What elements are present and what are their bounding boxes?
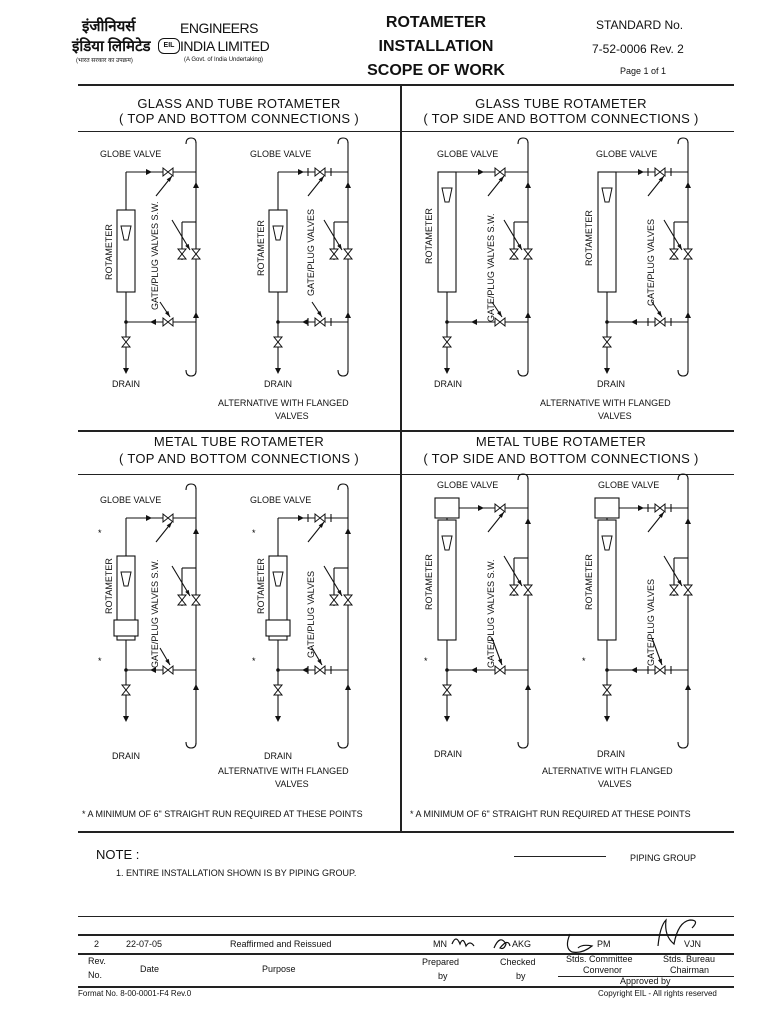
drain-label: DRAIN xyxy=(264,379,293,389)
gate-plug-valves-label: GATE/PLUG VALVES xyxy=(646,218,656,306)
copyright: Copyright EIL - All rights reserved xyxy=(598,989,717,998)
globe-valve-label: GLOBE VALVE xyxy=(437,480,499,490)
gate-plug-valves-label: GATE/PLUG VALVES S.W. xyxy=(486,213,496,322)
hdr-chairman-2: Chairman xyxy=(670,965,710,975)
hdr-purpose: Purpose xyxy=(262,964,296,974)
rotameter-label: ROTAMETER xyxy=(424,554,434,610)
straight-run-marker: * xyxy=(252,656,256,666)
section-tr-subtitle: ( TOP SIDE AND BOTTOM CONNECTIONS ) xyxy=(423,111,699,126)
alt-flanged-label-2: VALVES xyxy=(598,411,632,421)
logo-english-sub: (A Govt. of India Undertaking) xyxy=(184,57,264,63)
straight-run-note: * A MINIMUM OF 6" STRAIGHT RUN REQUIRED AT THESE POINTS xyxy=(410,809,691,819)
globe-valve-label: GLOBE VALVE xyxy=(437,149,499,159)
hdr-checked: Checked xyxy=(500,957,536,967)
globe-valve-label: GLOBE VALVE xyxy=(250,149,312,159)
rev-convenor: PM xyxy=(597,939,611,949)
rev-purpose: Reaffirmed and Reissued xyxy=(230,939,332,949)
logo-english-line1: ENGINEERS xyxy=(180,20,258,36)
signature-chairman xyxy=(658,920,696,946)
section-tr-title: GLASS TUBE ROTAMETER xyxy=(475,96,647,111)
gate-plug-valves-label: GATE/PLUG VALVES xyxy=(306,570,316,658)
alt-flanged-label-2: VALVES xyxy=(275,779,309,789)
rotameter-label: ROTAMETER xyxy=(104,558,114,614)
straight-run-marker: * xyxy=(582,656,586,666)
rev-number: 2 xyxy=(94,939,100,949)
section-bl-subtitle: ( TOP AND BOTTOM CONNECTIONS ) xyxy=(119,451,359,466)
gate-plug-valves-label: GATE/PLUG VALVES xyxy=(306,208,316,296)
gate-plug-valves-label: GATE/PLUG VALVES S.W. xyxy=(150,559,160,668)
hdr-convenor: Stds. Committee xyxy=(566,954,633,964)
gate-plug-valves-label: GATE/PLUG VALVES xyxy=(646,578,656,666)
hdr-date: Date xyxy=(140,964,160,974)
doc-title-line1: ROTAMETER xyxy=(385,14,487,31)
hdr-prepared: Prepared xyxy=(422,957,460,967)
logo-hindi-line1: इंजीनियर्स xyxy=(82,18,136,35)
rev-prepared: MN xyxy=(433,939,447,949)
drain-label: DRAIN xyxy=(597,379,626,389)
globe-valve-label: GLOBE VALVE xyxy=(250,495,312,505)
straight-run-note: * A MINIMUM OF 6" STRAIGHT RUN REQUIRED AT THESE POINTS xyxy=(82,809,363,819)
standard-label: STANDARD No. xyxy=(596,18,684,32)
hdr-rev: Rev. xyxy=(88,956,106,966)
rotameter-label: ROTAMETER xyxy=(424,208,434,264)
globe-valve-label: GLOBE VALVE xyxy=(596,149,658,159)
hdr-rev-no: No. xyxy=(88,970,103,980)
rotameter-label: ROTAMETER xyxy=(104,224,114,280)
note-item-1: 1. ENTIRE INSTALLATION SHOWN IS BY PIPING GROUP. xyxy=(116,868,357,878)
alt-flanged-label-2: VALVES xyxy=(598,779,632,789)
drain-label: DRAIN xyxy=(264,751,293,761)
hdr-approved: Approved by xyxy=(620,976,671,986)
rotameter-label: ROTAMETER xyxy=(584,554,594,610)
gate-plug-valves-label: GATE/PLUG VALVES S.W. xyxy=(150,201,160,310)
rev-date: 22-07-05 xyxy=(126,939,163,949)
alt-flanged-label: ALTERNATIVE WITH FLANGED xyxy=(540,398,671,408)
rotameter-label: ROTAMETER xyxy=(584,210,594,266)
drain-label: DRAIN xyxy=(434,379,463,389)
straight-run-marker: * xyxy=(98,656,102,666)
straight-run-marker: * xyxy=(252,528,256,538)
alt-flanged-label: ALTERNATIVE WITH FLANGED xyxy=(542,766,673,776)
alt-flanged-label-2: VALVES xyxy=(275,411,309,421)
straight-run-marker: * xyxy=(98,528,102,538)
rotameter-label: ROTAMETER xyxy=(256,558,266,614)
gate-plug-valves-label: GATE/PLUG VALVES S.W. xyxy=(486,559,496,668)
piping-group-label: PIPING GROUP xyxy=(630,853,697,863)
drain-label: DRAIN xyxy=(112,379,141,389)
alt-flanged-label: ALTERNATIVE WITH FLANGED xyxy=(218,766,349,776)
page-number: Page 1 of 1 xyxy=(620,66,667,76)
signature-convenor xyxy=(567,934,592,952)
logo-hindi-sub: (भारत सरकार का उपक्रम) xyxy=(76,58,133,64)
hdr-checked-by: by xyxy=(516,971,526,981)
format-number: Format No. 8-00-0001-F4 Rev.0 xyxy=(78,989,192,998)
hdr-convenor-2: Convenor xyxy=(583,965,623,975)
section-br-title: METAL TUBE ROTAMETER xyxy=(475,434,647,449)
drain-label: DRAIN xyxy=(597,749,626,759)
hdr-prepared-by: by xyxy=(438,971,448,981)
logo-english-line2: INDIA LIMITED xyxy=(180,38,270,54)
rev-checked: AKG xyxy=(512,939,532,949)
doc-title-line2: INSTALLATION xyxy=(378,38,494,55)
eil-emblem-icon: EIL xyxy=(158,38,180,54)
section-br-subtitle: ( TOP SIDE AND BOTTOM CONNECTIONS ) xyxy=(423,451,699,466)
note-title: NOTE : xyxy=(96,847,140,862)
signature-checked xyxy=(494,940,510,949)
doc-title-line3: SCOPE OF WORK xyxy=(367,62,505,79)
alt-flanged-label: ALTERNATIVE WITH FLANGED xyxy=(218,398,349,408)
section-bl-title: METAL TUBE ROTAMETER xyxy=(153,434,325,449)
hdr-chairman: Stds. Bureau xyxy=(663,954,716,964)
drain-label: DRAIN xyxy=(434,749,463,759)
globe-valve-label: GLOBE VALVE xyxy=(100,149,162,159)
section-tl-subtitle: ( TOP AND BOTTOM CONNECTIONS ) xyxy=(119,111,359,126)
logo-hindi-line2: इंडिया लिमिटेड xyxy=(72,38,151,55)
drain-label: DRAIN xyxy=(112,751,141,761)
globe-valve-label: GLOBE VALVE xyxy=(598,480,660,490)
straight-run-marker: * xyxy=(424,656,428,666)
rev-chairman: VJN xyxy=(684,939,702,949)
rotameter-label: ROTAMETER xyxy=(256,220,266,276)
standard-number: 7-52-0006 Rev. 2 xyxy=(592,42,684,56)
globe-valve-label: GLOBE VALVE xyxy=(100,495,162,505)
section-tl-title: GLASS AND TUBE ROTAMETER xyxy=(137,96,341,111)
signature-prepared xyxy=(452,939,474,946)
